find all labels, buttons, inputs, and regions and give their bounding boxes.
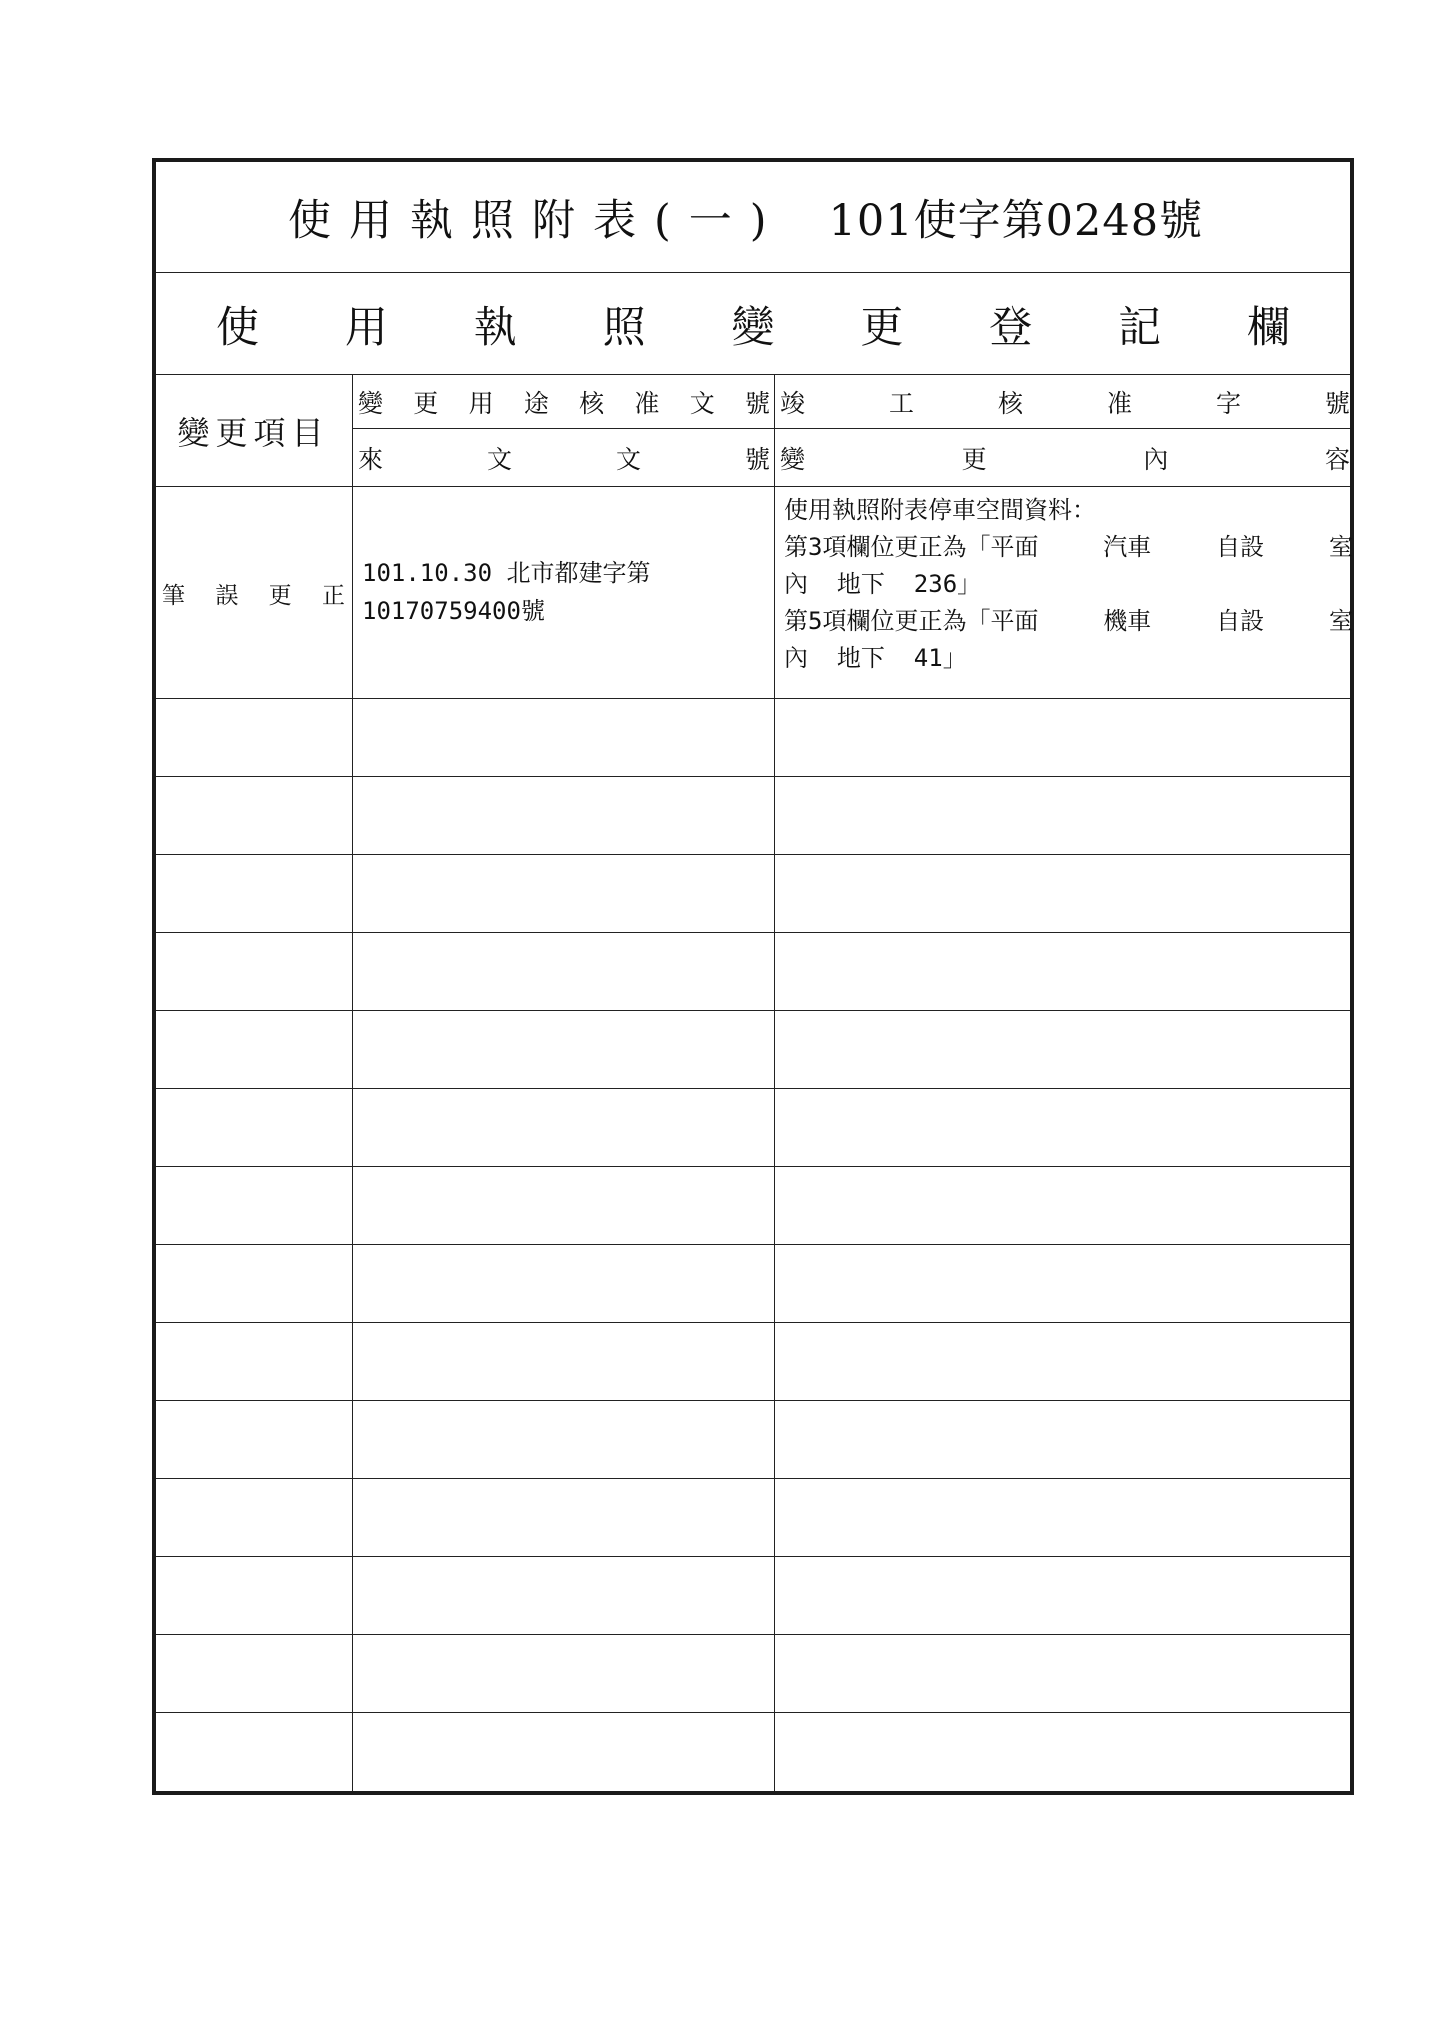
- header-char: 號: [744, 445, 770, 474]
- entry-item-char: 筆: [162, 582, 185, 609]
- header-char: 准: [1106, 389, 1132, 418]
- row-divider: [156, 932, 1350, 933]
- subtitle-char: 照: [602, 302, 646, 353]
- entry-doc-line: 10170759400號: [362, 597, 545, 625]
- header-change-item: 變更項目: [177, 414, 330, 452]
- row-divider: [156, 1400, 1350, 1401]
- header-char: 工: [888, 389, 914, 418]
- row-divider: [156, 1712, 1350, 1713]
- divider: [156, 374, 1350, 375]
- change-segment: 自設: [1216, 533, 1265, 561]
- row-divider: [156, 1088, 1350, 1089]
- row-divider: [156, 854, 1350, 855]
- header-incoming-doc-no: [354, 430, 774, 486]
- header-change-content: [776, 430, 1354, 486]
- change-segment: 機車: [1103, 607, 1152, 635]
- form-subtitle: [216, 274, 1290, 374]
- subtitle-char: 執: [473, 302, 517, 353]
- header-approval-doc-no: [354, 376, 774, 428]
- row-divider: [156, 1556, 1350, 1557]
- header-char: 途: [523, 389, 549, 418]
- entry-doc-number: [356, 554, 777, 630]
- subtitle-char: 登: [989, 302, 1033, 353]
- entry-doc-line: 101.10.30 北市都建字第: [362, 559, 651, 587]
- header-char: 用: [468, 389, 494, 418]
- row-divider: [156, 1244, 1350, 1245]
- divider: [156, 272, 1350, 273]
- header-char: 更: [413, 389, 439, 418]
- change-segment: 自設: [1216, 607, 1265, 635]
- change-line: 內 地下 236」: [784, 570, 982, 598]
- entry-item-char: 更: [268, 582, 292, 609]
- row-divider: [156, 698, 1350, 699]
- header-char: 核: [579, 389, 605, 418]
- column-divider: [352, 374, 353, 1791]
- row-divider: [156, 1634, 1350, 1635]
- change-segment: 第5項欄位更正為「平面: [784, 607, 1039, 635]
- form-title: [156, 162, 1350, 272]
- header-char: 核: [997, 389, 1023, 418]
- change-segment: 第3項欄位更正為「平面: [784, 533, 1039, 561]
- header-char: 文: [689, 389, 715, 418]
- header-char: 內: [1143, 445, 1169, 474]
- header-char: 號: [744, 389, 770, 418]
- subtitle-char: 更: [860, 302, 904, 353]
- subtitle-char: 欄: [1247, 302, 1290, 353]
- header-char: 竣: [780, 389, 806, 418]
- subtitle-char: 用: [344, 302, 388, 353]
- change-line: 內 地下 41」: [784, 644, 967, 672]
- entry-change-content: [778, 492, 1359, 677]
- change-segment: 室: [1328, 607, 1353, 635]
- change-line: [784, 529, 1359, 566]
- entry-item-char: 誤: [215, 582, 239, 609]
- header-char: 變: [780, 445, 806, 474]
- change-line: [784, 603, 1359, 640]
- column-divider: [774, 374, 775, 1791]
- subtitle-char: 使: [216, 302, 259, 353]
- subtitle-char: 記: [1118, 302, 1162, 353]
- row-divider: [156, 1322, 1350, 1323]
- header-char: 文: [615, 445, 641, 474]
- header-char: 更: [961, 445, 987, 474]
- entry-item: [156, 488, 351, 698]
- header-char: 來: [358, 445, 384, 474]
- subtitle-char: 變: [731, 302, 775, 353]
- header-char: 容: [1324, 445, 1350, 474]
- divider: [352, 428, 1350, 429]
- registration-form: [152, 158, 1354, 1795]
- row-divider: [156, 1166, 1350, 1167]
- change-segment: 汽車: [1103, 533, 1152, 561]
- change-segment: 室: [1328, 533, 1353, 561]
- permit-number: 101使字第0248號: [828, 195, 1204, 246]
- entry-item-char: 正: [321, 582, 345, 609]
- header-char: 准: [634, 389, 660, 418]
- header-char: 字: [1215, 389, 1241, 418]
- row-divider: [156, 1010, 1350, 1011]
- header-char: 號: [1324, 389, 1350, 418]
- divider: [156, 486, 1350, 487]
- header-char: 文: [486, 445, 512, 474]
- row-divider: [156, 1478, 1350, 1479]
- form-title-label: 使用執照附表(一): [288, 195, 785, 246]
- header-char: 變: [358, 389, 384, 418]
- row-divider: [156, 776, 1350, 777]
- change-line: 使用執照附表停車空間資料：: [784, 496, 1096, 524]
- header-completion-no: [776, 376, 1354, 428]
